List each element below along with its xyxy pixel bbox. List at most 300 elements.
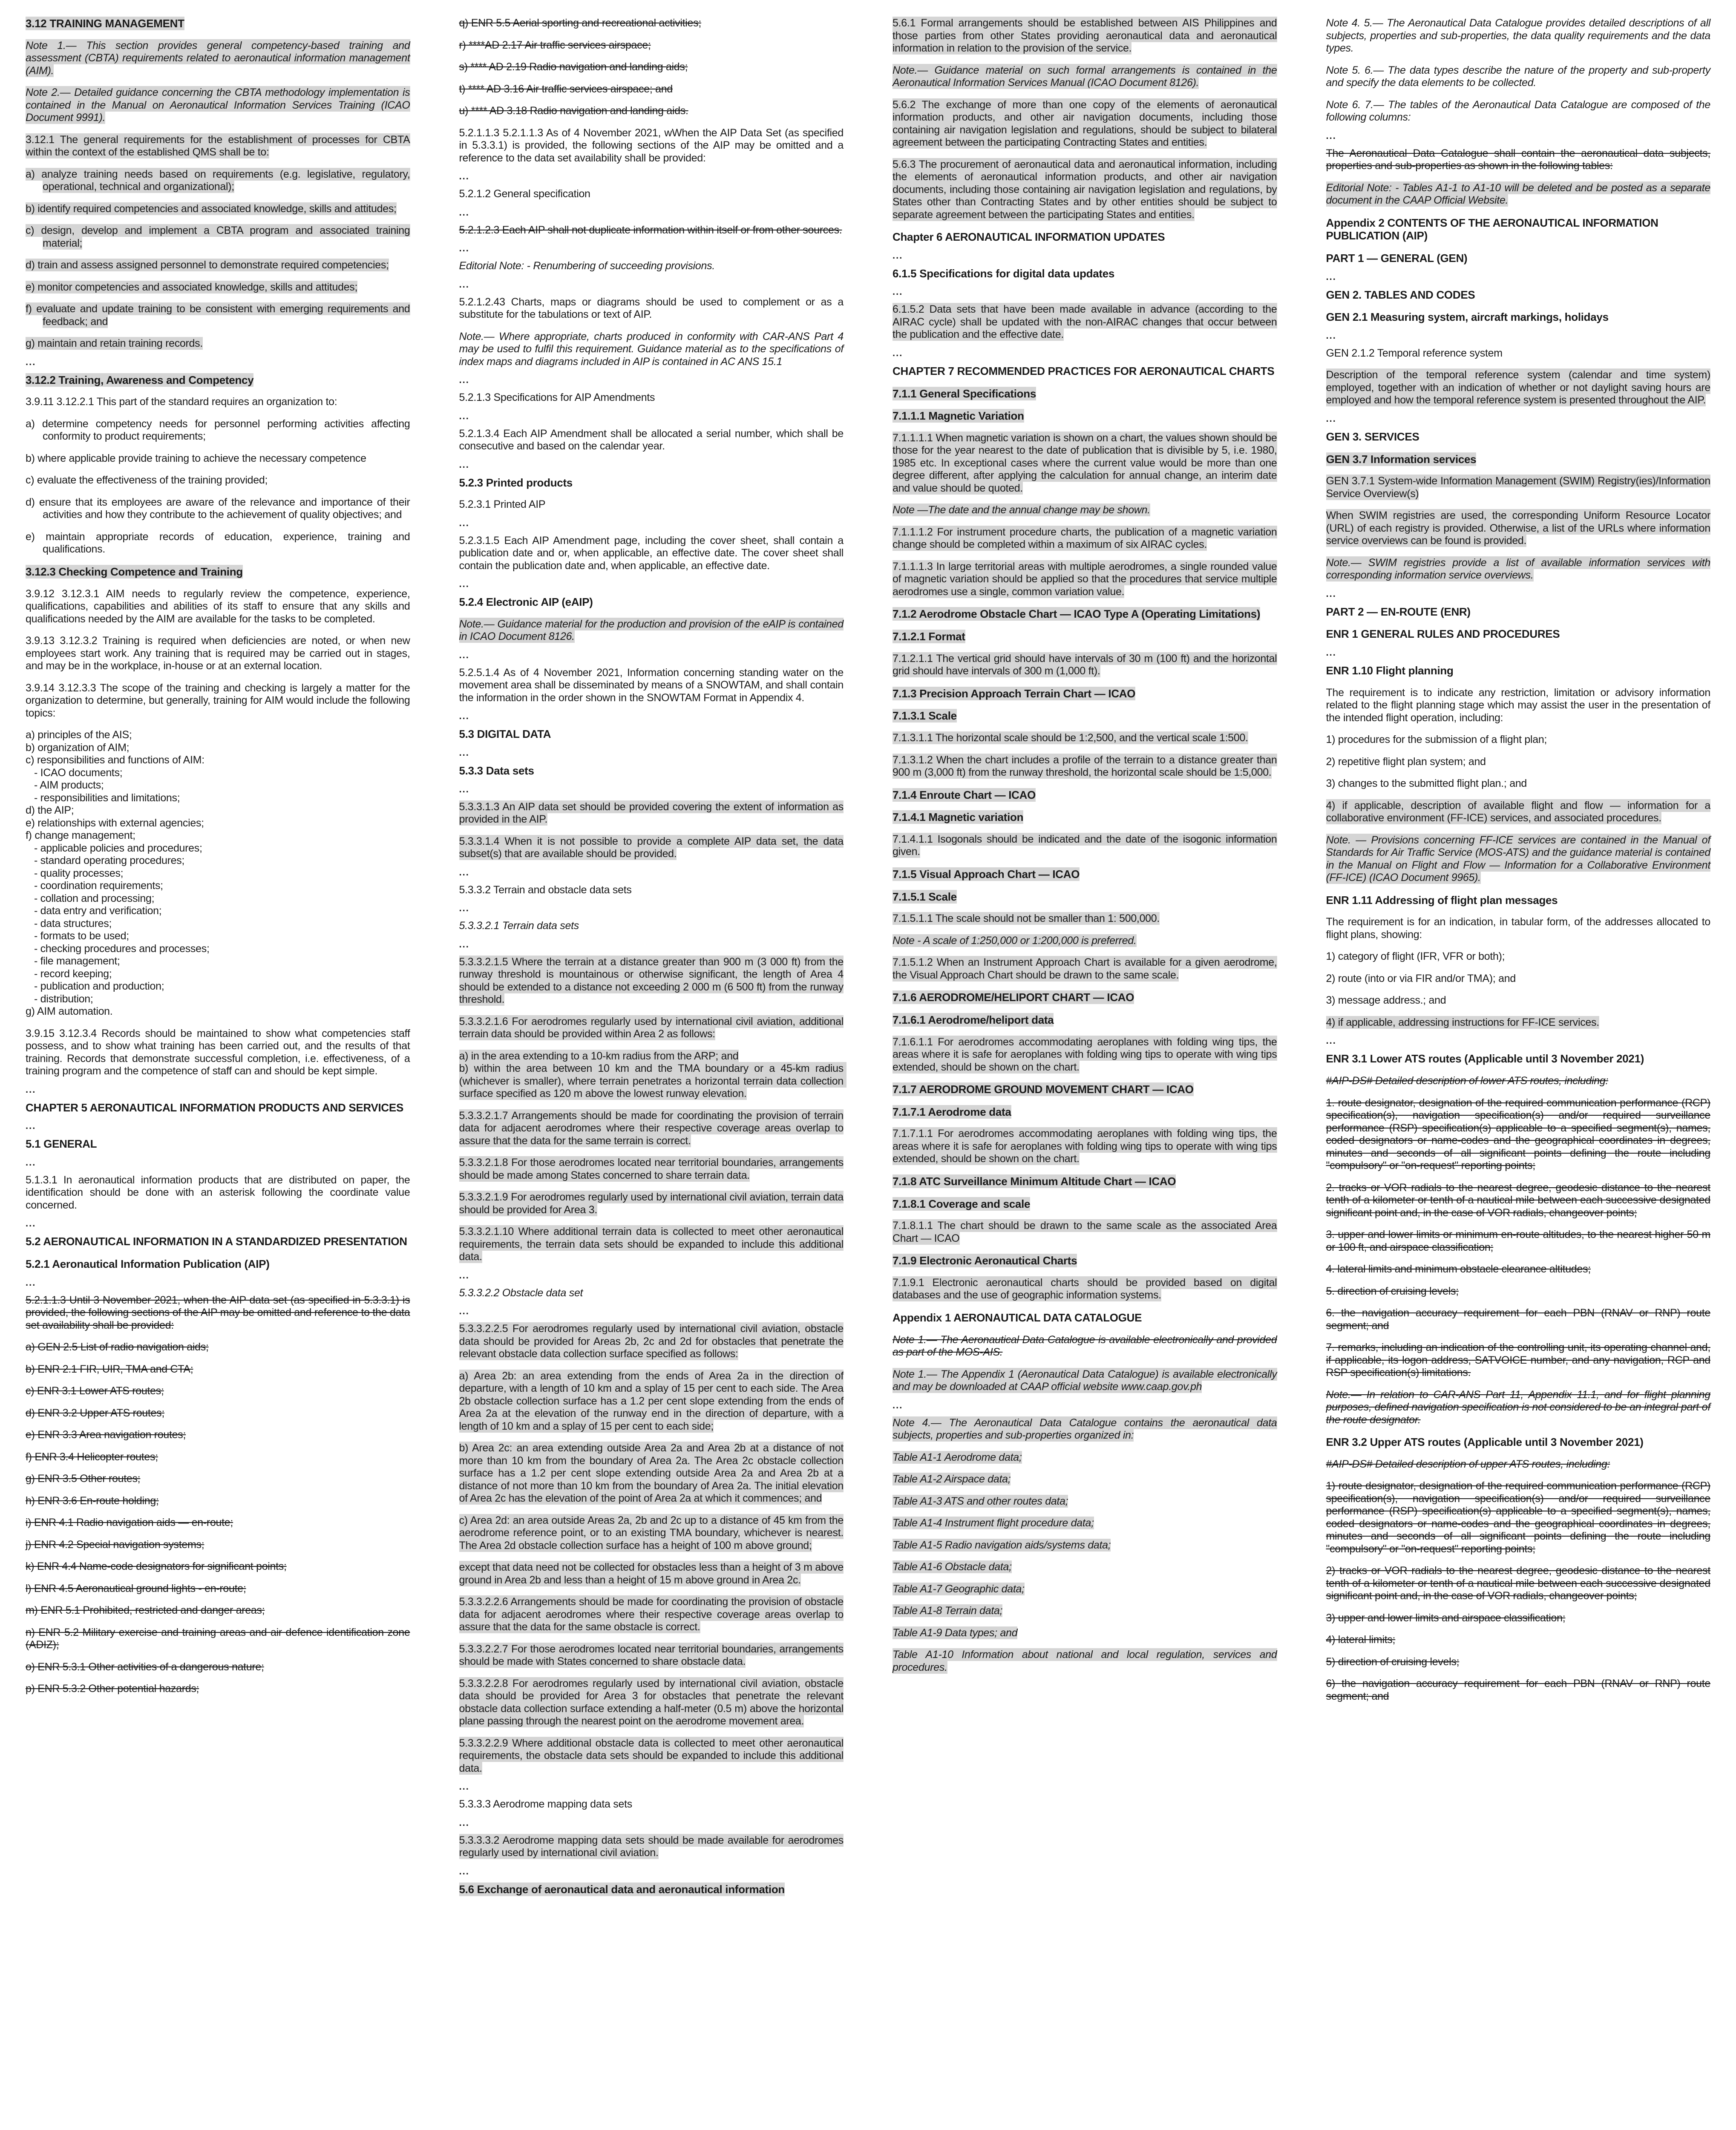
section-heading bbox=[892, 365, 1277, 378]
ellipsis-separator-text: ... bbox=[459, 243, 469, 253]
section-heading bbox=[1326, 1436, 1711, 1449]
paragraph-text: a) Area 2b: an area extending from the ends of Area 2a in the direction of departure, with a length of 10 km and a splay of 15 per cent to each side. The Area 2b obstacle collection surface has a 1.2 per cent slope extending from the ends of Area 2a at the elevation of the runway end in the direction of departure, with a length of 10 km and a splay of 15 per cent to each side; bbox=[459, 1370, 844, 1432]
paragraph-text: Table A1-9 Data types; and bbox=[892, 1626, 1018, 1639]
ellipsis-separator bbox=[892, 347, 1277, 358]
paragraph-text: 1) procedures for the submission of a flight plan; bbox=[1326, 734, 1547, 746]
section-heading-text: CHAPTER 5 AERONAUTICAL INFORMATION PRODUCTS AND SERVICES bbox=[26, 1101, 403, 1114]
ellipsis-separator-text: ... bbox=[1326, 271, 1336, 282]
paragraph bbox=[892, 432, 1277, 495]
ellipsis-separator bbox=[459, 1781, 844, 1792]
paragraph-text: h) ENR 3.6 En-route holding; bbox=[26, 1494, 159, 1507]
section-heading bbox=[892, 409, 1277, 423]
section-heading bbox=[1326, 311, 1711, 324]
paragraph bbox=[459, 835, 844, 861]
paragraph-text: 5.6.1 Formal arrangements should be established between AIS Philippines and those parties from other States providing aeronautical data and aeronautical information in relation to the provision of the service. bbox=[892, 17, 1277, 54]
paragraph-text: Editorial Note: - Renumbering of succeeding provisions. bbox=[459, 260, 715, 272]
ellipsis-separator-text: ... bbox=[1326, 130, 1336, 141]
ellipsis-separator-text: ... bbox=[459, 711, 469, 722]
paragraph-text: 7.1.1.1.3 In large territorial areas with multiple aerodromes, a single rounded value of magnetic variation should be applied so that the procedures that service multiple aerodromes use a single, common variation value. bbox=[892, 560, 1277, 598]
section-heading bbox=[892, 687, 1277, 700]
paragraph bbox=[1326, 1612, 1711, 1625]
ellipsis-separator bbox=[1326, 413, 1711, 424]
paragraph bbox=[26, 40, 410, 78]
paragraph bbox=[1326, 1307, 1711, 1332]
ellipsis-separator bbox=[459, 783, 844, 794]
paragraph bbox=[459, 956, 844, 1006]
section-heading-text: 7.1.2.1 Format bbox=[892, 630, 965, 643]
paragraph-text: Table A1-7 Geographic data; bbox=[892, 1583, 1025, 1595]
paragraph-text: b) where applicable provide training to achieve the necessary competence bbox=[26, 452, 366, 464]
paragraph bbox=[459, 667, 844, 705]
paragraph bbox=[892, 1583, 1277, 1596]
paragraph-text: 3. upper and lower limits or minimum en-route altitudes, to the nearest higher 50 m or 100 ft, and airspace classification; bbox=[1326, 1229, 1710, 1253]
paragraph-text: Description of the temporal reference system (calendar and time system) employed, together with an indication of whether or not daylight saving hours are employed and how the temporal reference system is presented throughout the AIP. bbox=[1326, 369, 1710, 406]
paragraph bbox=[26, 1028, 410, 1078]
ellipsis-separator-text: ... bbox=[459, 410, 469, 421]
paragraph-text: 7.1.1.1.1 When magnetic variation is shown on a chart, the values shown should be those for the year nearest to the date of publication that is divisible by 5, i.e. 1980, 1985 etc. In exceptional cases where the current value would be more than one degree different, after applying the calculation for annual change, an interim date and value should be quoted. bbox=[892, 432, 1277, 494]
paragraph-text: 3) changes to the submitted flight plan.; and bbox=[1326, 777, 1527, 790]
paragraph-text: 5.3.3.1.4 When it is not possible to provide a complete AIP data set, the data subset(s) that are available should be provided. bbox=[459, 835, 844, 860]
paragraph bbox=[26, 168, 410, 193]
section-heading-text: GEN 3. SERVICES bbox=[1326, 430, 1419, 443]
ellipsis-separator bbox=[459, 711, 844, 722]
paragraph bbox=[26, 259, 410, 272]
paragraph bbox=[459, 1226, 844, 1264]
paragraph bbox=[892, 1417, 1277, 1442]
paragraph-text: 7.1.5.1.1 The scale should not be smaller than 1: 500,000. bbox=[892, 912, 1160, 925]
paragraph bbox=[26, 452, 410, 465]
paragraph-text: c) ENR 3.1 Lower ATS routes; bbox=[26, 1385, 164, 1397]
paragraph bbox=[1326, 800, 1711, 825]
paragraph-text: r) ****AD 2.17 Air traffic services airspace; bbox=[459, 39, 651, 51]
paragraph-text: #AIP-DS# Detailed description of lower ATS routes, including: bbox=[1326, 1075, 1609, 1087]
ellipsis-separator bbox=[459, 207, 844, 218]
paragraph-text: 5.3.3.2.1 Terrain data sets bbox=[459, 920, 579, 932]
paragraph-text: l) ENR 4.5 Aeronautical ground lights - en-route; bbox=[26, 1582, 246, 1595]
paragraph bbox=[1326, 1285, 1711, 1298]
paragraph bbox=[26, 1661, 410, 1674]
paragraph-text: a) principles of the AIS; b) organization of AIM; c) responsibilities and functions of AIM: - ICAO documents; - AIM products; - responsibilities and limitations; d) the AIP; e) relationships with external agencies; f) change management; - applicable policies and procedures; - standard operating procedures; - quality processes; - coordination requirements; - collation and processing; - data entry and verification; - data structures; - formats to be used; - checking procedures and processes; - file management; - record keeping; - publication and production; - distribution; g) AIM automation. bbox=[26, 729, 210, 1018]
ellipsis-separator bbox=[459, 579, 844, 590]
paragraph-text: 3.12.1 The general requirements for the establishment of processes for CBTA within the context of the established QMS shall be to: bbox=[26, 133, 410, 158]
paragraph bbox=[1326, 1229, 1711, 1254]
paragraph bbox=[26, 1473, 410, 1485]
ellipsis-separator bbox=[459, 1865, 844, 1877]
paragraph-text: c) Area 2d: an area outside Areas 2a, 2b and 2c up to a distance of 45 km from the aerodrome reference point, or to an existing TMA boundary, whichever is nearest. The Area 2d obstacle collection surface has a height of 100 m above ground; bbox=[459, 1514, 844, 1551]
section-heading bbox=[459, 596, 844, 609]
paragraph bbox=[892, 504, 1277, 517]
ellipsis-separator-text: ... bbox=[1326, 1035, 1336, 1046]
paragraph bbox=[1326, 1565, 1711, 1603]
section-heading-text: 7.1.7 AERODROME GROUND MOVEMENT CHART — ICAO bbox=[892, 1083, 1194, 1096]
paragraph bbox=[1326, 509, 1711, 547]
ellipsis-separator-text: ... bbox=[459, 459, 469, 470]
paragraph bbox=[892, 912, 1277, 925]
paragraph bbox=[26, 1626, 410, 1652]
paragraph-text: Table A1-4 Instrument flight procedure data; bbox=[892, 1517, 1094, 1529]
ellipsis-separator-text: ... bbox=[459, 1817, 469, 1828]
paragraph bbox=[892, 1220, 1277, 1245]
paragraph-text: 5.3.3.2.1.8 For those aerodromes located near territorial boundaries, arrangements should be made among States concerned to share terrain data. bbox=[459, 1157, 844, 1181]
paragraph-text: 5.2.3.1 Printed AIP bbox=[459, 498, 546, 511]
ellipsis-separator bbox=[26, 1084, 410, 1095]
ellipsis-separator-text: ... bbox=[459, 783, 469, 794]
column-1 bbox=[26, 17, 410, 2130]
section-heading-text: 7.1.5 Visual Approach Chart — ICAO bbox=[892, 867, 1080, 881]
ellipsis-separator-text: ... bbox=[459, 517, 469, 528]
paragraph bbox=[26, 531, 410, 556]
section-heading-text: Appendix 2 CONTENTS OF THE AERONAUTICAL INFORMATION PUBLICATION (AIP) bbox=[1326, 216, 1658, 242]
paragraph-text: b) Area 2c: an area extending outside Area 2a and Area 2b at a distance of not more than 10 km from the boundary of Area 2a. The Area 2c obstacle collection surface has a 1.2 per cent slope extending outside Area 2a and Area 2b at a distance of not more than 10 km from the boundary of Area 2a. The initial elevation of Area 2c has the elevation of the point of Area 2a at which it commences; and bbox=[459, 1442, 844, 1505]
paragraph-text: 3) message address.; and bbox=[1326, 994, 1446, 1007]
paragraph-text: Note 2.— Detailed guidance concerning the CBTA methodology implementation is contained in the Manual on Aeronautical Information Services Training (ICAO Document 9991). bbox=[26, 86, 410, 124]
section-heading-text: 7.1.6.1 Aerodrome/heliport data bbox=[892, 1013, 1054, 1026]
paragraph-text: Note 1.— This section provides general competency-based training and assessment (CBTA) requirements related to aeronautical information management (AIM). bbox=[26, 39, 410, 77]
section-heading bbox=[1326, 605, 1711, 619]
paragraph-text: 7.1.3.1.2 When the chart includes a profile of the terrain to a distance greater than 900 m (3,000 ft) from the runway threshold, the horizontal scale should be 1:5,000. bbox=[892, 754, 1277, 779]
ellipsis-separator-text: ... bbox=[459, 579, 469, 590]
ellipsis-separator-text: ... bbox=[892, 286, 903, 297]
section-heading bbox=[892, 607, 1277, 621]
paragraph-text: 3.9.12 3.12.3.1 AIM needs to regularly review the competence, experience, qualifications, capabilities and abilities of its staff to ensure that any skills and qualifications needed by the AIM are available for the tasks to be completed. bbox=[26, 587, 410, 625]
paragraph bbox=[459, 920, 844, 933]
section-heading bbox=[1326, 430, 1711, 443]
section-heading-text: 7.1.1 General Specifications bbox=[892, 387, 1036, 400]
paragraph-text: e) maintain appropriate records of education, experience, training and qualifications. bbox=[26, 530, 410, 556]
paragraph bbox=[1326, 1480, 1711, 1555]
ellipsis-separator bbox=[459, 243, 844, 253]
paragraph bbox=[459, 1370, 844, 1433]
section-heading bbox=[26, 1235, 410, 1248]
paragraph bbox=[459, 1050, 844, 1100]
paragraph-text: b) identify required competencies and associated knowledge, skills and attitudes; bbox=[26, 202, 397, 215]
section-heading-text: 7.1.2 Aerodrome Obstacle Chart — ICAO Type A (Operating Limitations) bbox=[892, 607, 1261, 621]
paragraph bbox=[892, 99, 1277, 149]
paragraph bbox=[459, 535, 844, 573]
paragraph bbox=[1326, 1656, 1711, 1669]
paragraph bbox=[1326, 369, 1711, 407]
paragraph bbox=[26, 1451, 410, 1464]
paragraph bbox=[26, 1495, 410, 1508]
ellipsis-separator-text: ... bbox=[1326, 647, 1336, 658]
paragraph-text: u) **** AD 3.18 Radio navigation and landing aids. bbox=[459, 105, 688, 117]
paragraph-text: g) ENR 3.5 Other routes; bbox=[26, 1473, 141, 1485]
ellipsis-separator-text: ... bbox=[459, 747, 469, 758]
paragraph bbox=[459, 127, 844, 165]
paragraph bbox=[1326, 1678, 1711, 1703]
paragraph-text: 5.3.3.2.1.5 Where the terrain at a distance greater than 900 m (3 000 ft) from the runway threshold is mountainous or otherwise significant, the length of Area 4 should be extended to a distance not exceeding 2 000 m (6 500 ft) from the runway threshold. bbox=[459, 956, 844, 1006]
ellipsis-separator-text: ... bbox=[459, 649, 469, 660]
paragraph bbox=[26, 281, 410, 294]
paragraph-text: 7. remarks, including an indication of the controlling unit, its operating channel and, if applicable, its logon address, SATVOICE number, and any navigation, RCP and RSP specification(s) limitations. bbox=[1326, 1341, 1710, 1379]
paragraph-text: 2) route (into or via FIR and/or TMA); and bbox=[1326, 972, 1516, 984]
paragraph-text: When SWIM registries are used, the corresponding Uniform Resource Locator (URL) of each registry is provided. Otherwise, a list of the URLs where information service overviews can be found is provided. bbox=[1326, 509, 1710, 547]
ellipsis-separator bbox=[26, 356, 410, 367]
ellipsis-separator bbox=[1326, 271, 1711, 282]
column-3 bbox=[892, 17, 1277, 2130]
paragraph-text: 5.6.2 The exchange of more than one copy of the elements of aeronautical information products, and other air navigation documents, including those containing air navigation legislation and regulations, should be subject to bilateral agreement between the participating Contracting States and entities. bbox=[892, 98, 1277, 148]
paragraph bbox=[459, 1514, 844, 1552]
section-heading bbox=[892, 1311, 1277, 1324]
paragraph bbox=[459, 1561, 844, 1586]
paragraph bbox=[892, 956, 1277, 982]
paragraph-text: 5.2.3.1.5 Each AIP Amendment page, including the cover sheet, shall contain a publication date and or, when applicable, an effective date. The cover sheet shall contain the publication date and, when applicable, an effective date. bbox=[459, 534, 844, 572]
ellipsis-separator-text: ... bbox=[26, 1120, 36, 1131]
ellipsis-separator bbox=[459, 374, 844, 385]
paragraph bbox=[26, 1385, 410, 1398]
paragraph-text: a) in the area extending to a 10-km radius from the ARP; and b) within the area between 10 km and the TMA boundary or a 45-km radius (whichever is smaller), where terrain penetrates a horizontal terrain data collection surface specified as 120 m above the lowest runway elevation. bbox=[459, 1050, 846, 1100]
paragraph bbox=[459, 331, 844, 368]
paragraph-text: Note.— Guidance material on such formal arrangements is contained in the Aeronautical Information Services Manual (ICAO Document 8126). bbox=[892, 64, 1277, 89]
paragraph bbox=[459, 428, 844, 453]
paragraph-text: d) ensure that its employees are aware of the relevance and importance of their activities and how they contribute to the achievement of quality objectives; and bbox=[26, 496, 410, 521]
paragraph-text: The requirement is for an indication, in tabular form, of the addresses allocated to flight plans, showing: bbox=[1326, 916, 1710, 941]
paragraph-text: 5.2.1.2.43 Charts, maps or diagrams should be used to complement or as a substitute for the tabulations or text of AIP. bbox=[459, 296, 844, 320]
paragraph bbox=[892, 1517, 1277, 1530]
section-heading-text: 5.1 GENERAL bbox=[26, 1137, 97, 1151]
paragraph-text: 5.2.5.1.4 As of 4 November 2021, Information concerning standing water on the movement area shall be disseminated by means of a SNOWTAM, and shall contain the information in the order shown in the SNOWTAM Format in Appendix 4. bbox=[459, 666, 844, 704]
paragraph bbox=[892, 1495, 1277, 1508]
paragraph bbox=[1326, 973, 1711, 985]
paragraph bbox=[1326, 1182, 1711, 1220]
paragraph-text: 7.1.7.1.1 For aerodromes accommodating aeroplanes with folding wing tips, the areas where it is safe for aeroplanes with folding wing tips to operate with wing tips extended, should be shown on the chart. bbox=[892, 1128, 1277, 1165]
section-heading-text: 7.1.9 Electronic Aeronautical Charts bbox=[892, 1254, 1077, 1267]
section-heading-text: 7.1.5.1 Scale bbox=[892, 890, 957, 903]
paragraph bbox=[1326, 1341, 1711, 1379]
section-heading-text: 3.12.3 Checking Competence and Training bbox=[26, 565, 243, 578]
paragraph-text: 5.3.3.2.2.8 For aerodromes regularly used by international civil aviation, obstacle data should be provided for Area 3 for obstacles that penetrate the relevant obstacle data collection surface extending a half-meter (0.5 m) above the horizontal plane passing through the nearest point on the aerodrome movement area. bbox=[459, 1677, 844, 1727]
paragraph-text: Editorial Note: - Tables A1-1 to A1-10 will be deleted and be posted as a separate document in the CAAP Official Website. bbox=[1326, 181, 1710, 206]
paragraph-text: #AIP-DS# Detailed description of upper ATS routes, including: bbox=[1326, 1458, 1610, 1470]
paragraph-text: 5.3.3.2.2.9 Where additional obstacle data is collected to meet other aeronautical requirements, the obstacle data sets should be expanded to include this additional data. bbox=[459, 1737, 844, 1774]
paragraph bbox=[1326, 950, 1711, 963]
ellipsis-separator bbox=[26, 1218, 410, 1229]
paragraph bbox=[459, 188, 844, 201]
section-heading-text: PART 2 — EN-ROUTE (ENR) bbox=[1326, 605, 1471, 618]
ellipsis-separator-text: ... bbox=[459, 374, 469, 385]
ellipsis-separator-text: ... bbox=[459, 1865, 469, 1877]
paragraph bbox=[1326, 687, 1711, 725]
paragraph-text: GEN 2.1.2 Temporal reference system bbox=[1326, 347, 1503, 359]
paragraph bbox=[459, 1191, 844, 1216]
paragraph-text: Note.— Where appropriate, charts produced in conformity with CAR-ANS Part 4 may be used to fulfil this requirement. Guidance material as to the specifications of index maps and diagrams included in AIP is contained in AC ANS 15.1 bbox=[459, 330, 844, 368]
paragraph bbox=[459, 1834, 844, 1859]
paragraph-text: 7.1.8.1.1 The chart should be drawn to the same scale as the associated Area Chart — ICAO bbox=[892, 1220, 1277, 1244]
column-2 bbox=[459, 17, 844, 2130]
paragraph-text: e) ENR 3.3 Area navigation routes; bbox=[26, 1429, 186, 1441]
section-heading bbox=[892, 1175, 1277, 1188]
paragraph bbox=[1326, 347, 1711, 360]
paragraph-text: a) GEN 2.5 List of radio navigation aids; bbox=[26, 1341, 209, 1353]
paragraph bbox=[1326, 1097, 1711, 1172]
section-heading-text: 5.2.4 Electronic AIP (eAIP) bbox=[459, 596, 593, 609]
section-heading bbox=[892, 868, 1277, 881]
paragraph-text: j) ENR 4.2 Special navigation systems; bbox=[26, 1538, 204, 1551]
paragraph bbox=[459, 1110, 844, 1148]
paragraph bbox=[1326, 1634, 1711, 1646]
ellipsis-separator bbox=[459, 903, 844, 914]
paragraph bbox=[1326, 734, 1711, 746]
section-heading bbox=[1326, 894, 1711, 907]
paragraph-text: 1) route designator, designation of the required communication performance (RCP) specification(s), navigation specification(s) and/or required surveillance performance (RSP) specification(s) applicable to a specified segment(s), names, coded designators or name-codes and the geographical coordinates in degrees, minutes and seconds of all significant points defining the route including "compulsory" or "on-request" reporting points; bbox=[1326, 1480, 1710, 1555]
ellipsis-separator bbox=[459, 1817, 844, 1828]
ellipsis-separator bbox=[1326, 588, 1711, 599]
paragraph-text: 5.2.1.1.3 Until 3 November 2021, when the AIP data set (as specified in 5.3.3.1) is provided, the following sections of the AIP may be omitted and reference to the data set availability shall be provided: bbox=[26, 1294, 410, 1331]
paragraph-text: t) **** AD 3.16 Air traffic services airspace; and bbox=[459, 83, 673, 95]
paragraph-text: 2) repetitive flight plan system; and bbox=[1326, 755, 1486, 768]
paragraph-text: 5.3.3.2.2 Obstacle data set bbox=[459, 1287, 583, 1299]
paragraph-text: 5.3.3.3 Aerodrome mapping data sets bbox=[459, 1798, 632, 1810]
paragraph-text: 5.3.3.3.2 Aerodrome mapping data sets should be made available for aerodromes regularly used by international civil aviation. bbox=[459, 1834, 844, 1859]
paragraph bbox=[26, 1294, 410, 1332]
paragraph-text: 5) direction of cruising levels; bbox=[1326, 1655, 1460, 1668]
ellipsis-separator-text: ... bbox=[26, 1277, 36, 1288]
paragraph-text: 4) if applicable, description of available flight and flow — information for a collaborative environment (FF-ICE) services, and associated procedures. bbox=[1326, 799, 1710, 824]
paragraph bbox=[26, 1341, 410, 1354]
section-heading-text: CHAPTER 7 RECOMMENDED PRACTICES FOR AERONAUTICAL CHARTS bbox=[892, 364, 1275, 377]
ellipsis-separator-text: ... bbox=[459, 279, 469, 290]
ellipsis-separator bbox=[459, 938, 844, 950]
paragraph-text: 5.3.3.2.2.7 For those aerodromes located near territorial boundaries, arrangements should be made with States concerned to share obstacle data. bbox=[459, 1643, 844, 1668]
paragraph bbox=[1326, 147, 1711, 173]
paragraph-text: 6. the navigation accuracy requirement for each PBN (RNAV or RNP) route segment; and bbox=[1326, 1307, 1710, 1332]
section-heading bbox=[892, 991, 1277, 1004]
paragraph bbox=[459, 296, 844, 321]
ellipsis-separator-text: ... bbox=[892, 1399, 903, 1410]
section-heading bbox=[892, 630, 1277, 643]
ellipsis-separator-text: ... bbox=[459, 938, 469, 950]
paragraph-text: Table A1-5 Radio navigation aids/systems data; bbox=[892, 1539, 1111, 1551]
section-heading-text: 7.1.8 ATC Surveillance Minimum Altitude Chart — ICAO bbox=[892, 1174, 1176, 1188]
paragraph bbox=[892, 1036, 1277, 1074]
paragraph-text: s) **** AD 2.19 Radio navigation and landing aids; bbox=[459, 61, 688, 73]
section-heading bbox=[1326, 627, 1711, 641]
paragraph bbox=[459, 224, 844, 237]
paragraph-text: Table A1-6 Obstacle data; bbox=[892, 1561, 1012, 1573]
section-heading bbox=[459, 728, 844, 741]
paragraph-text: 4) lateral limits; bbox=[1326, 1634, 1396, 1646]
paragraph-text: a) analyze training needs based on requirements (e.g. legislative, regulatory, operational, technical and organizational); bbox=[26, 168, 410, 193]
ellipsis-separator bbox=[459, 517, 844, 528]
ellipsis-separator bbox=[26, 1157, 410, 1168]
paragraph-text: Note —The date and the annual change may be shown. bbox=[892, 504, 1150, 516]
ellipsis-separator-text: ... bbox=[1326, 330, 1336, 341]
paragraph bbox=[892, 526, 1277, 551]
paragraph bbox=[892, 754, 1277, 779]
paragraph bbox=[892, 17, 1277, 55]
paragraph-text: 3.9.13 3.12.3.2 Training is required when deficiencies are noted, or when new employees start work. Any training that is required may be carried out in stages, and may be in the workplace, in-house or at an external location. bbox=[26, 635, 410, 672]
paragraph-text: Note 5. 6.— The data types describe the nature of the property and sub-property and specify the data elements to be collected. bbox=[1326, 64, 1710, 89]
paragraph bbox=[459, 83, 844, 96]
paragraph-text: d) ENR 3.2 Upper ATS routes; bbox=[26, 1407, 164, 1419]
section-heading-text: 5.6 Exchange of aeronautical data and aeronautical information bbox=[459, 1882, 785, 1896]
paragraph-text: Note 4.— The Aeronautical Data Catalogue contains the aeronautical data subjects, properties and sub-properties organized in: bbox=[892, 1416, 1277, 1442]
paragraph-text: 5.3.3.2.2.6 Arrangements should be made for coordinating the provision of obstacle data for adjacent aerodromes where their respective coverage areas overlap to assure that the data for the same obstacle is correct. bbox=[459, 1596, 844, 1633]
paragraph bbox=[26, 588, 410, 626]
ellipsis-separator bbox=[892, 1399, 1277, 1410]
paragraph-text: except that data need not be collected for obstacles less than a height of 3 m above ground in Area 2b and less than a height of 15 m above ground in Area 2c. bbox=[459, 1561, 844, 1586]
paragraph bbox=[1326, 557, 1711, 582]
section-heading-text: ENR 1.11 Addressing of flight plan messages bbox=[1326, 893, 1558, 907]
paragraph bbox=[1326, 777, 1711, 790]
section-heading bbox=[459, 764, 844, 777]
paragraph bbox=[892, 1128, 1277, 1166]
section-heading bbox=[892, 811, 1277, 824]
paragraph bbox=[892, 653, 1277, 678]
paragraph bbox=[459, 1287, 844, 1300]
section-heading-text: 7.1.7.1 Aerodrome data bbox=[892, 1105, 1011, 1118]
section-heading bbox=[1326, 288, 1711, 302]
paragraph-text: 5.2.1.2.3 Each AIP shall not duplicate information within itself or from other sources. bbox=[459, 224, 842, 236]
section-heading-text: GEN 3.7 Information services bbox=[1326, 452, 1477, 466]
paragraph bbox=[1326, 1458, 1711, 1471]
paragraph bbox=[26, 635, 410, 673]
paragraph bbox=[26, 396, 410, 409]
section-heading-text: Appendix 1 AERONAUTICAL DATA CATALOGUE bbox=[892, 1311, 1142, 1324]
paragraph-text: b) ENR 2.1 FIR, UIR, TMA and CTA; bbox=[26, 1363, 193, 1375]
paragraph-text: Table A1-8 Terrain data; bbox=[892, 1605, 1003, 1617]
section-heading-text: 5.2.3 Printed products bbox=[459, 476, 573, 489]
paragraph bbox=[26, 1363, 410, 1376]
section-heading-text: PART 1 — GENERAL (GEN) bbox=[1326, 251, 1468, 265]
section-heading-text: 7.1.4.1 Magnetic variation bbox=[892, 811, 1024, 824]
paragraph-text: Table A1-10 Information about national and local regulation, services and procedures. bbox=[892, 1649, 1277, 1673]
paragraph bbox=[26, 1583, 410, 1595]
section-heading bbox=[1326, 453, 1711, 466]
paragraph bbox=[1326, 916, 1711, 941]
section-heading bbox=[892, 230, 1277, 244]
paragraph-text: g) maintain and retain training records. bbox=[26, 337, 203, 350]
ellipsis-separator bbox=[459, 459, 844, 470]
paragraph-text: The Aeronautical Data Catalogue shall contain the aeronautical data subjects, properties and sub-properties as shown in the following tables: bbox=[1326, 147, 1710, 172]
section-heading-text: 7.1.4 Enroute Chart — ICAO bbox=[892, 788, 1036, 801]
section-heading bbox=[26, 565, 410, 579]
paragraph-text: Table A1-3 ATS and other routes data; bbox=[892, 1495, 1068, 1507]
paragraph bbox=[892, 561, 1277, 599]
section-heading-text: 7.1.8.1 Coverage and scale bbox=[892, 1197, 1031, 1210]
paragraph-text: 3) upper and lower limits and airspace classification; bbox=[1326, 1612, 1566, 1624]
ellipsis-separator-text: ... bbox=[459, 903, 469, 914]
paragraph-text: e) monitor competencies and associated knowledge, skills and attitudes; bbox=[26, 281, 358, 293]
ellipsis-separator bbox=[459, 171, 844, 181]
paragraph bbox=[26, 337, 410, 350]
paragraph bbox=[459, 618, 844, 643]
paragraph bbox=[1326, 1263, 1711, 1276]
paragraph bbox=[1326, 17, 1711, 55]
paragraph bbox=[892, 1334, 1277, 1359]
section-heading-text: ENR 1 GENERAL RULES AND PROCEDURES bbox=[1326, 627, 1560, 641]
paragraph-text: Note 4. 5.— The Aeronautical Data Catalogue provides detailed descriptions of all subjects, properties and sub-properties, the data quality requirements and the data types. bbox=[1326, 17, 1710, 54]
section-heading bbox=[892, 387, 1277, 400]
paragraph-text: 7.1.2.1.1 The vertical grid should have intervals of 30 m (100 ft) and the horizontal grid should have intervals of 300 m (1,000 ft). bbox=[892, 652, 1277, 677]
paragraph bbox=[892, 64, 1277, 89]
paragraph-text: 2. tracks or VOR radials to the nearest degree, geodesic distance to the nearest tenth of a kilometer or tenth of a nautical mile between each successive designated significant point and, in the case of VOR radials, changeover points; bbox=[1326, 1181, 1710, 1219]
section-heading bbox=[892, 1254, 1277, 1267]
paragraph-text: Note - A scale of 1:250,000 or 1:200,000 is preferred. bbox=[892, 934, 1137, 947]
paragraph-text: d) train and assess assigned personnel to demonstrate required competencies; bbox=[26, 259, 389, 271]
paragraph-text: 4) if applicable, addressing instructions for FF-ICE services. bbox=[1326, 1016, 1599, 1028]
paragraph bbox=[1326, 64, 1711, 89]
section-heading-text: 3.12 TRAINING MANAGEMENT bbox=[26, 17, 184, 30]
paragraph bbox=[892, 1627, 1277, 1640]
paragraph bbox=[459, 260, 844, 273]
paragraph bbox=[459, 801, 844, 826]
ellipsis-separator bbox=[1326, 330, 1711, 341]
paragraph bbox=[892, 1277, 1277, 1302]
ellipsis-separator-text: ... bbox=[459, 1306, 469, 1317]
paragraph-text: 5.3.3.2.2.5 For aerodromes regularly used by international civil aviation, obstacle data should be provided for Areas 2b, 2c and 2d for obstacles that penetrate the relevant obstacle data collection surface specified as follows: bbox=[459, 1323, 844, 1360]
section-heading-text: 6.1.5 Specifications for digital data updates bbox=[892, 267, 1115, 280]
